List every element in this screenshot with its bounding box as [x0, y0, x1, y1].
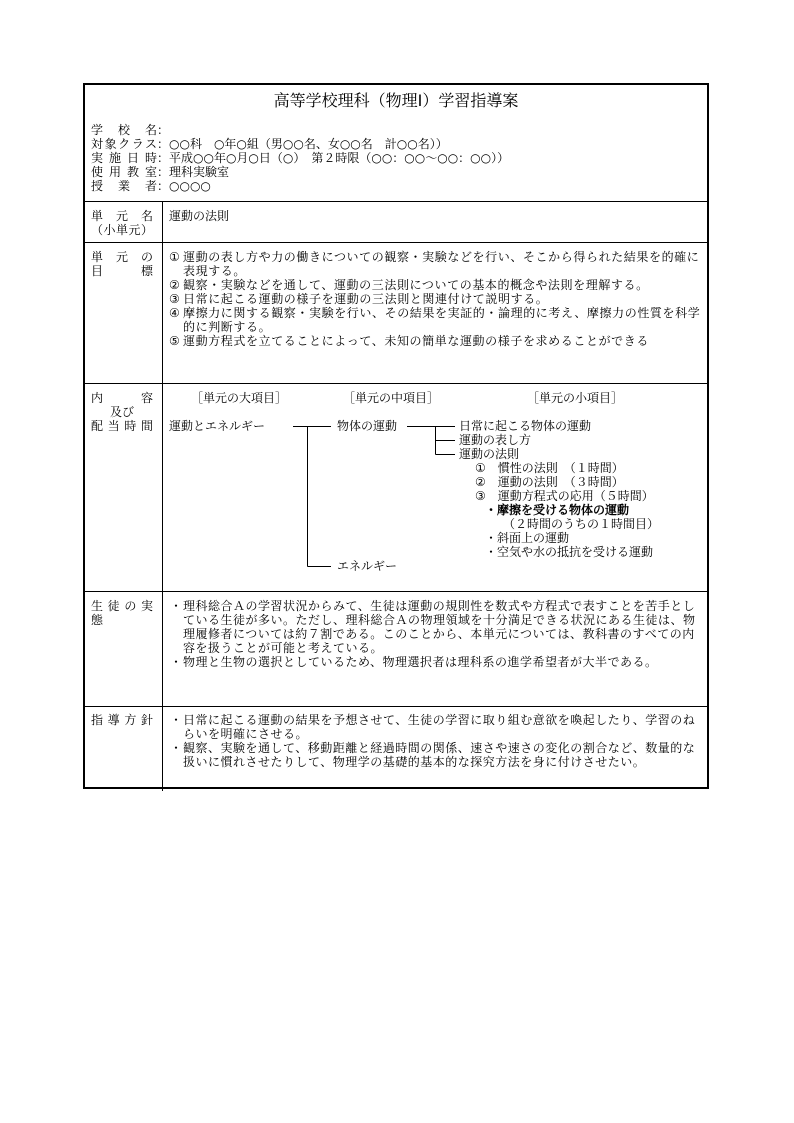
unit-header-line1: 単元名	[91, 209, 153, 223]
sub-topic: ・空気や水の抵抗を受ける運動	[485, 545, 654, 559]
lesson-plan-sheet	[83, 83, 709, 789]
hierarchy-connectors	[85, 85, 707, 787]
unit-header-line2: （小単元）	[91, 223, 153, 237]
law-item: ③ 運動方程式の応用（５時間）	[475, 489, 654, 503]
document-title: 高等学校理科（物理Ⅰ）学習指導案	[273, 91, 519, 110]
policy-bullet: ・ 日常に起こる運動の結果を予想させて、生徒の学習に取り組む意欲を喚起したり、学習のねらいを明確にさせる。	[170, 713, 696, 741]
info-value: ：理科実験室	[157, 165, 230, 179]
info-key: 使用教室	[91, 165, 157, 179]
info-key: 学校名	[91, 123, 157, 137]
col-large-header: ［単元の大項目］	[191, 391, 288, 405]
students-header-line1: 生徒の実	[91, 599, 153, 613]
info-value: ：○○○○	[157, 179, 211, 193]
policy-header-line1: 指導方針	[91, 713, 153, 727]
sub-topic: ・斜面上の運動	[485, 531, 570, 545]
goal-text: 摩擦力に関する観察・実験を行い、その結果を実証的・論理的に考え、摩擦力の性質を科学的に判断する。	[183, 306, 701, 334]
col-small-header: ［単元の小項目］	[527, 391, 624, 405]
lesson-topic: ・摩擦を受ける物体の運動	[485, 503, 630, 517]
students-bullet-text: 物理と生物の選択としているため、物理選択者は理科系の進学希望者が大半である。	[183, 655, 658, 669]
policy-bullet-text: 観察、実験を通して、移動距離と経過時間の関係、速さや速さの変化の割合など、数量的な扱いに慣れさせたりして、物理学の基礎的基本的な探究方法を身に付けさせたい。	[183, 741, 696, 769]
policy-list	[169, 713, 705, 769]
students-bullet-text: 理科総合Ａの学習状況からみて、生徒は運動の規則性を数式や方程式で表すことを苦手としている生徒が多い。ただし、理科総合Ａの物理領域を十分満足できる状況にある生徒は、物理履修者については約７割である。このことから、本単元については、教科書のすべての内容を扱うことが可能と考えている。	[183, 599, 696, 655]
goal-text: 運動方程式を立てることによって、未知の簡単な運動の様子を求めることができる	[183, 334, 649, 348]
middle-item-energy: エネルギー	[337, 559, 398, 573]
law-item: ① 慣性の法則 （１時間）	[475, 461, 624, 475]
content-header-line3: 配当時間	[91, 419, 153, 433]
students-bullet: ・ 物理と生物の選択としているため、物理選択者は理科系の進学希望者が大半である。	[170, 655, 658, 669]
info-value: ：平成○○年○月○日（○） 第２時限（○○：○○～○○：○○））	[157, 151, 510, 165]
middle-item-motion: 物体の運動	[337, 419, 398, 433]
lesson-topic-note: （２時間のうちの１時間目）	[503, 517, 660, 531]
goal-mark: ①	[169, 250, 181, 264]
info-value: ：○○科 ○年○組（男○○名、女○○名 計○○名））	[157, 137, 448, 151]
policy-header	[91, 713, 153, 727]
goal-text: 観察・実験などを通して、運動の三法則についての基本的概念や法則を理解する。	[183, 278, 649, 292]
students-header-line2: 態	[91, 613, 104, 627]
goal-text: 日常に起こる運動の様子を運動の三法則と関連付けて説明する。	[183, 292, 549, 306]
goals-header-line2: 目標	[91, 264, 153, 278]
info-key: 実施日時	[91, 151, 157, 165]
small-item: 運動の表し方	[459, 433, 532, 447]
unit-value: 運動の法則	[169, 209, 230, 223]
goal-mark: ③	[169, 292, 181, 306]
small-item: 日常に起こる物体の運動	[459, 419, 592, 433]
info-value: ：	[157, 123, 170, 137]
info-key: 対象クラス	[91, 137, 157, 151]
policy-bullet-text: 日常に起こる運動の結果を予想させて、生徒の学習に取り組む意欲を喚起したり、学習のねらいを明確にさせる。	[183, 713, 696, 741]
col-middle-header: ［単元の中項目］	[343, 391, 440, 405]
small-item: 運動の法則	[459, 447, 520, 461]
goal-mark: ④	[169, 306, 181, 320]
goal-mark: ②	[169, 278, 181, 292]
content-header-line2: 及び	[109, 405, 134, 419]
students-bullet: ・ 理科総合Ａの学習状況からみて、生徒は運動の規則性を数式や方程式で表すことを苦手としている生徒が多い。ただし、理科総合Ａの物理領域を十分満足できる状況にある生徒は、物理履修者については約７割である。このことから、本単元については、教科書のすべての内容を扱うことが可能と考えている。	[170, 599, 696, 655]
policy-bullet: ・ 観察、実験を通して、移動距離と経過時間の関係、速さや速さの変化の割合など、数量的な扱いに慣れさせたりして、物理学の基礎的基本的な探究方法を身に付けさせたい。	[170, 741, 696, 769]
goals-header-line1: 単元の	[91, 250, 153, 264]
law-item: ② 運動の法則 （３時間）	[475, 475, 624, 489]
info-key: 授業者	[91, 179, 157, 193]
goal-text: 運動の表し方や力の働きについての観察・実験などを行い、そこから得られた結果を的確に表現する。	[183, 250, 700, 278]
content-header-line1: 内容	[91, 391, 153, 405]
goal-mark: ⑤	[169, 334, 181, 348]
students-header	[91, 599, 153, 627]
students-list	[169, 599, 705, 669]
large-item: 運動とエネルギー	[169, 419, 266, 433]
